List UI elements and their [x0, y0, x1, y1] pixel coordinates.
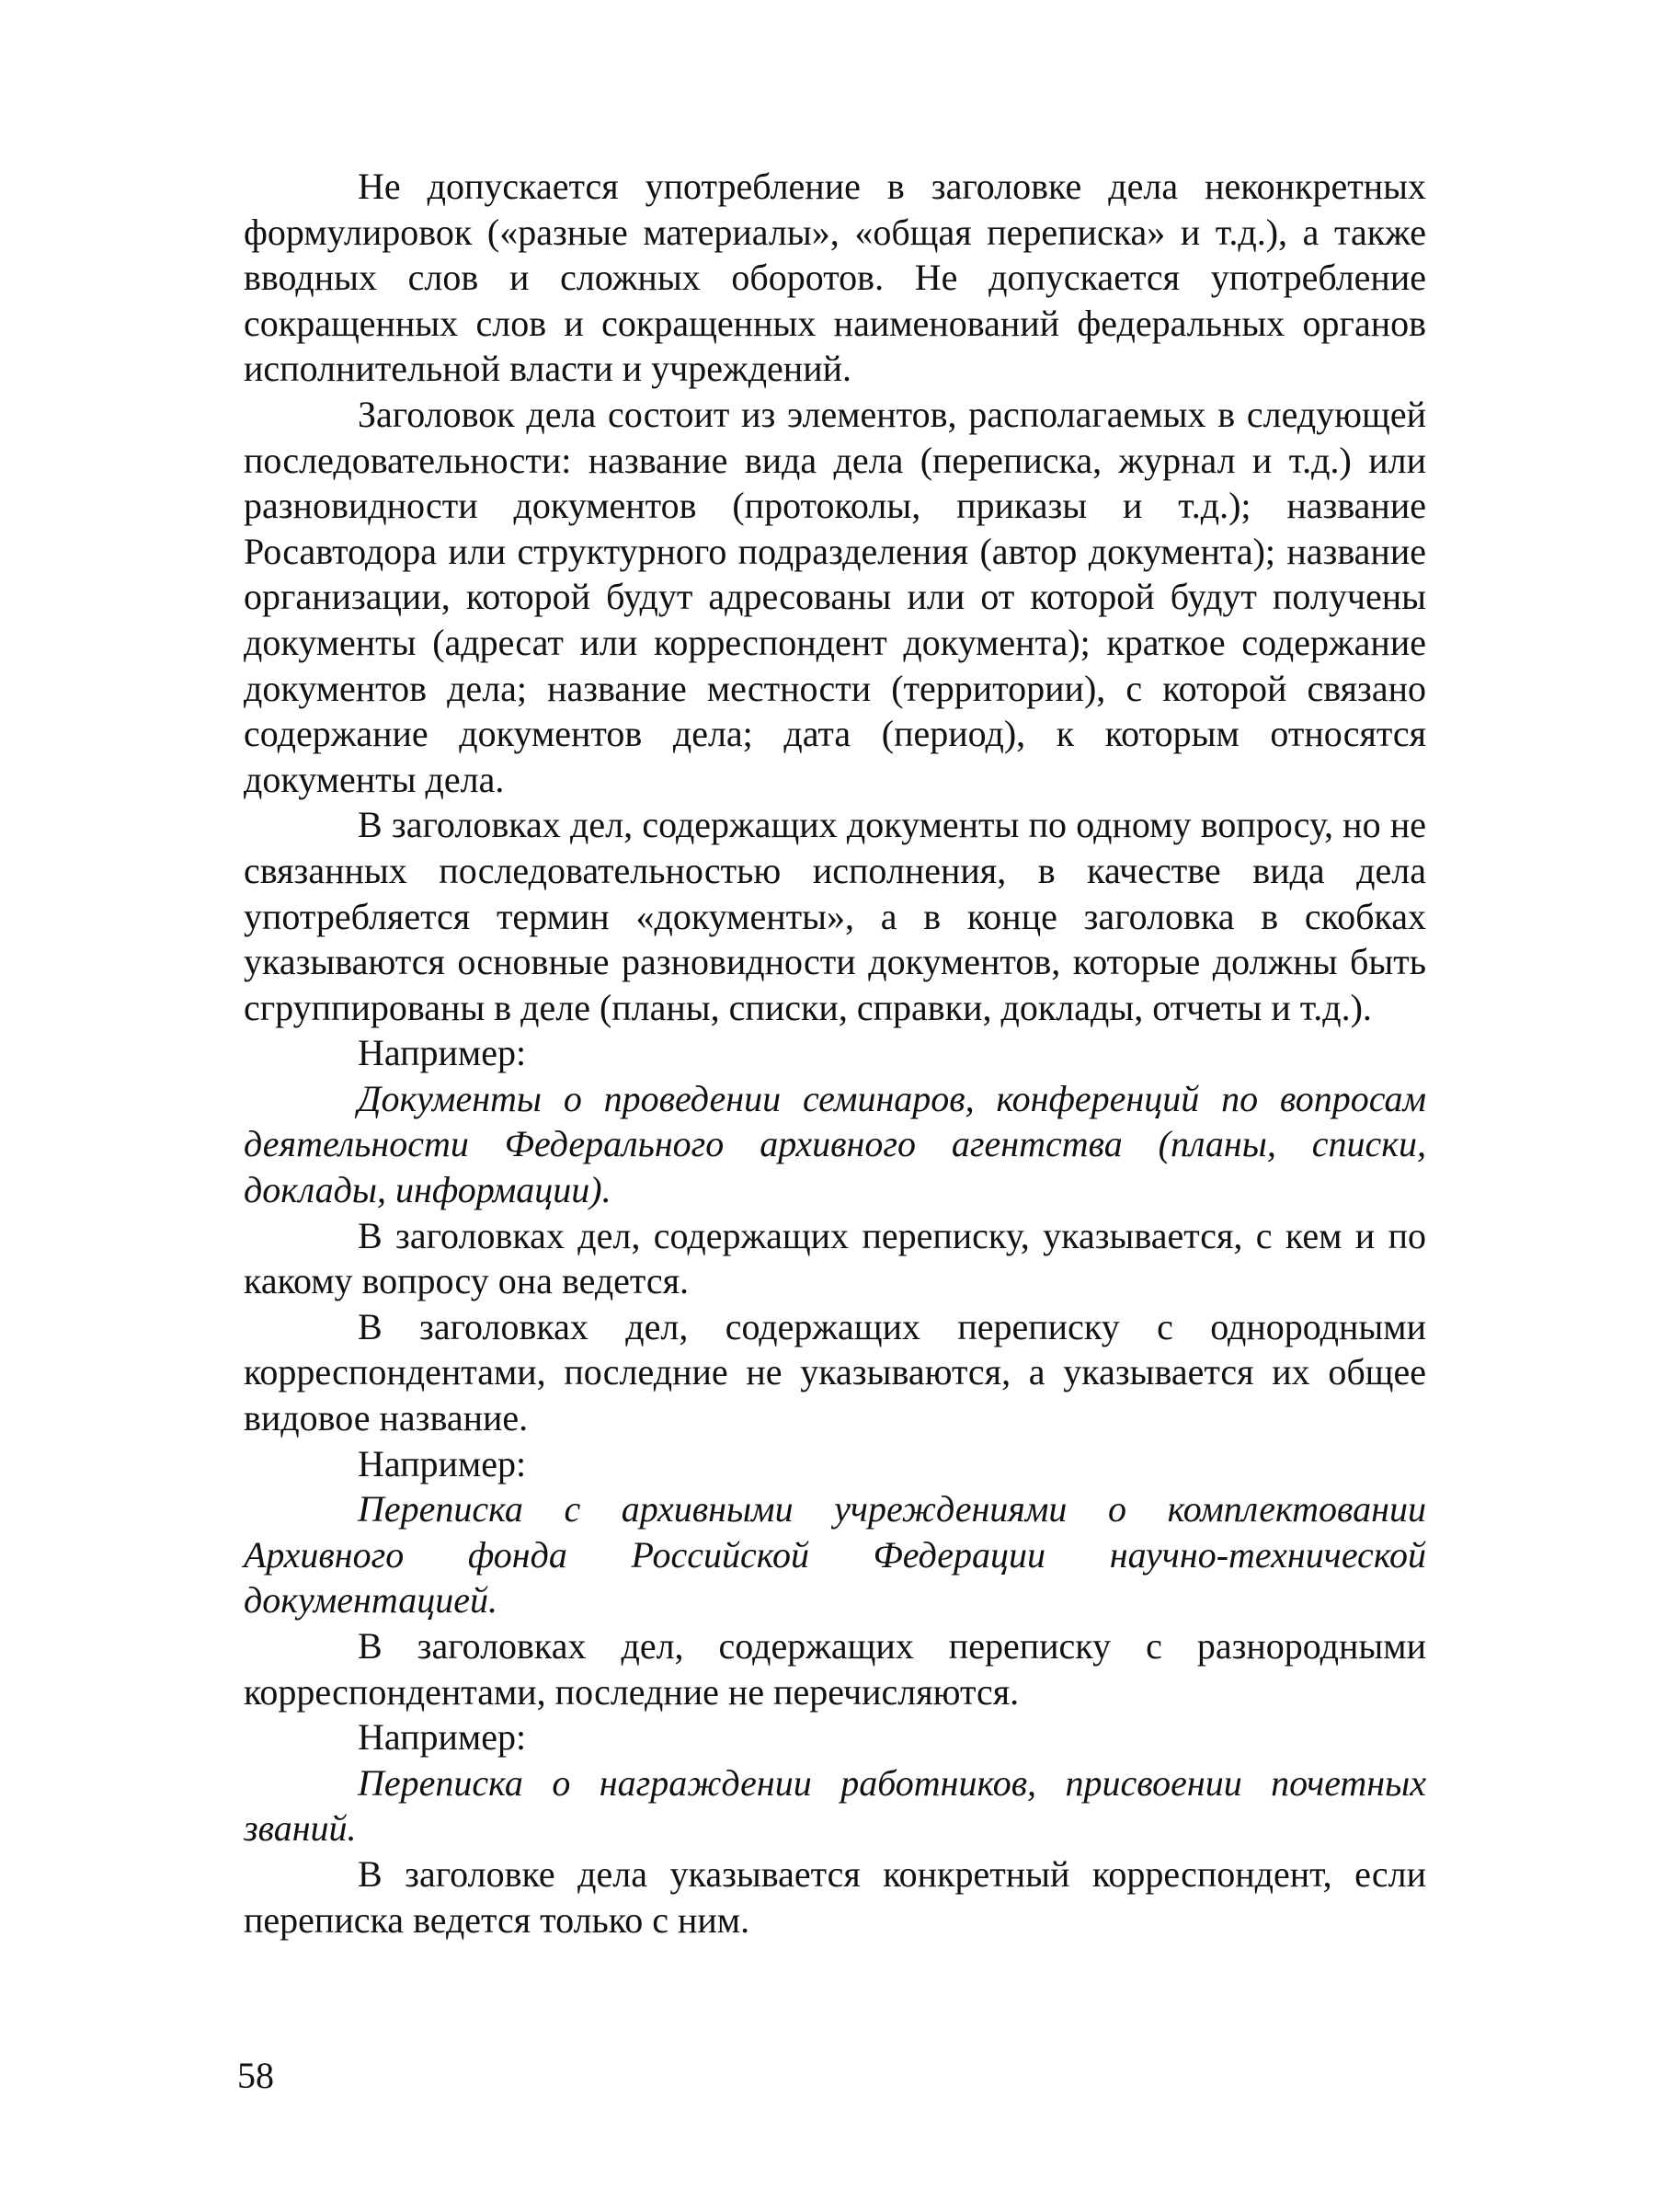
- example-text: Документы о проведении семинаров, конференций по вопросам деятельности Федерального архивного агентства (планы, списки, доклады, информации).: [244, 1077, 1426, 1211]
- paragraph: Заголовок дела состоит из элементов, располагаемых в следующей последовательности: название вида дела (переписка, журнал и т.д.) или разновидности документов (протоколы, приказы и т.д.); название Росавтодора или структурного подразделения (автор документа); название организации, которой будут адресованы или от которой будут получены документы (адресат или корреспондент документа); краткое содержание документов дела; название местности (территории), с которой связано содержание документов дела; дата (период), к которым относятся документы дела.: [244, 393, 1426, 800]
- example-label: Например:: [358, 1442, 527, 1484]
- example-text: Переписка о награждении работников, присвоении почетных званий.: [244, 1761, 1426, 1850]
- paragraph: В заголовках дел, содержащих документы по одному вопросу, но не связанных последовательностью исполнения, в качестве вида дела употребляется термин «документы», а в конце заголовка в скобках указываются основные разновидности документов, которые должны быть сгруппированы в деле (планы, списки, справки, доклады, отчеты и т.д.).: [244, 804, 1426, 1028]
- paragraph: Не допускается употребление в заголовке дела неконкретных формулировок («разные материалы», «общая переписка» и т.д.), а также вводных слов и сложных оборотов. Не допускается употребление сокращенных слов и сокращенных наименований федеральных органов исполнительной власти и учреждений.: [244, 166, 1426, 390]
- page-body: [244, 164, 1426, 1943]
- paragraph: В заголовках дел, содержащих переписку с разнородными корреспондентами, последние не перечисляются.: [244, 1625, 1426, 1713]
- page-number: 58: [237, 2055, 274, 2096]
- paragraph: В заголовке дела указывается конкретный корреспондент, если переписка ведется только с ним.: [244, 1852, 1426, 1941]
- example-label: Например:: [358, 1032, 527, 1074]
- paragraph: В заголовках дел, содержащих переписку с однородными корреспондентами, последние не указываются, а указывается их общее видовое название.: [244, 1305, 1426, 1439]
- example-text: Переписка с архивными учреждениями о комплектовании Архивного фонда Российской Федерации научно-технической документацией.: [244, 1488, 1426, 1622]
- paragraph: В заголовках дел, содержащих переписку, указывается, с кем и по какому вопросу она ведется.: [244, 1214, 1426, 1302]
- example-label: Например:: [358, 1716, 527, 1759]
